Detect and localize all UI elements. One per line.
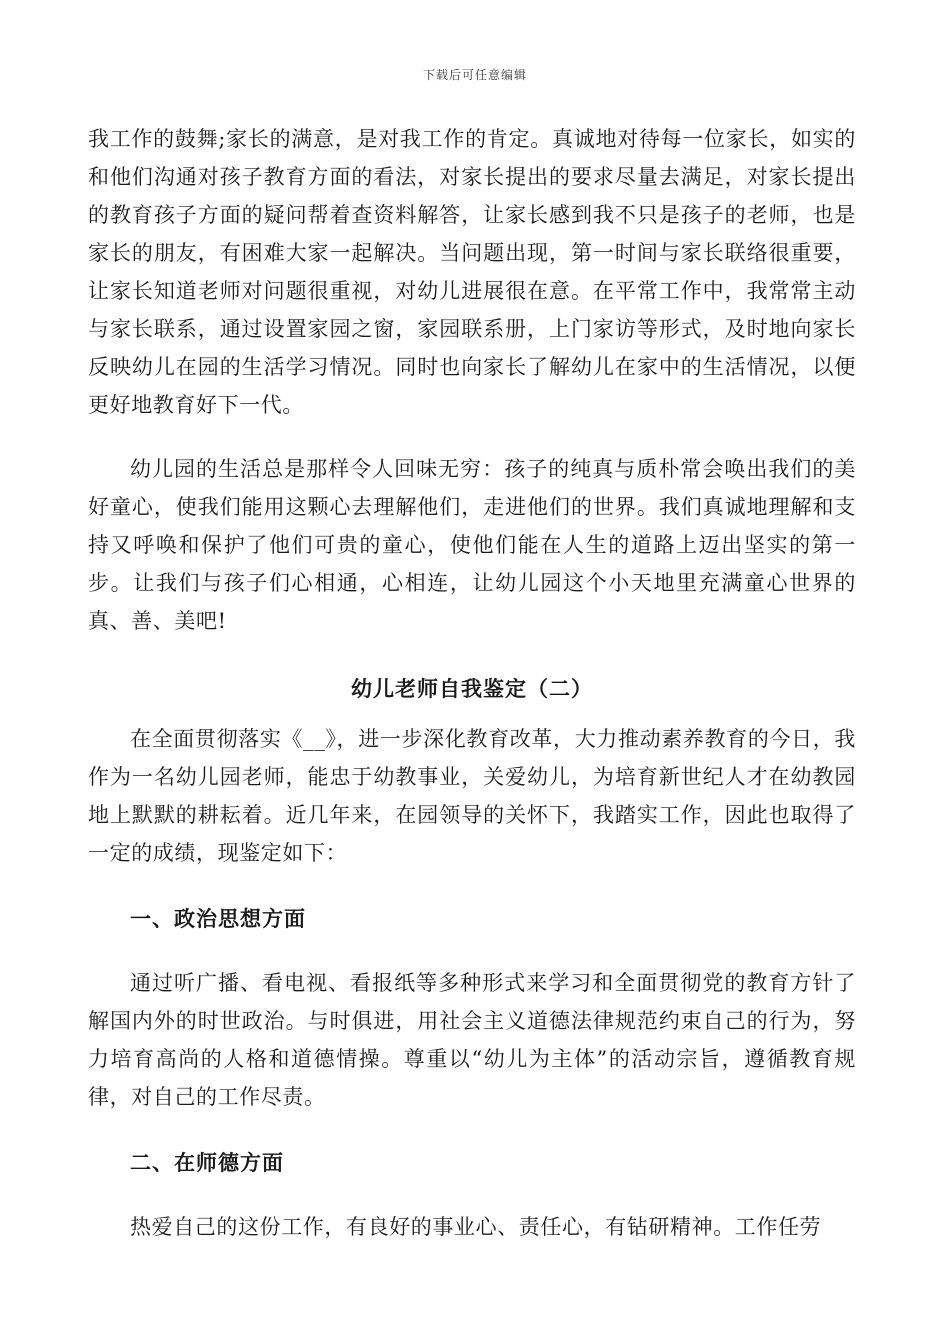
paragraph-continued: 我工作的鼓舞;家长的满意，是对我工作的肯定。真诚地对待每一位家长，如实的和他们沟通对孩子教育方面的看法，对家长提出的要求尽量去满足，对家长提出的教育孩子方面的疑问帮着查资料解答，让家长感到我不只是孩子的老师，也是家长的朋友，有困难大家一起解决。当问题出现，第一时间与家长联络很重要，让家长知道老师对问题很重视，对幼儿进展很在意。在平常工作中，我常常主动与家长联系，通过设置家园之窗，家园联系册，上门家访等形式，及时地向家长反映幼儿在园的生活学习情况。同时也向家长了解幼儿在家中的生活情况，以便更好地教育好下一代。	[88, 127, 856, 417]
paragraph-ethics: 热爱自己的这份工作，有良好的事业心、责任心，有钻研精神。工作任劳	[130, 1215, 822, 1239]
paragraph-kindergarten-life: 幼儿园的生活总是那样令人回味无穷：孩子的纯真与质朴常会唤出我们的美好童心，使我们能用这颗心去理解他们，走进他们的世界。我们真诚地理解和支持又呼唤和保护了他们可贵的童心，使他们能在人生的道路上迈出坚实的第一步。让我们与孩子们心相通，心相连，让幼儿园这个小天地里充满童心世界的真、善、美吧!	[88, 457, 856, 633]
paragraph-political: 通过听广播、看电视、看报纸等多种形式来学习和全面贯彻党的教育方针了解国内外的时世政治。与时俱进，用社会主义道德法律规范约束自己的行为，努力培育高尚的人格和道德情操。尊重以“幼儿为主体”的活动宗旨，遵循教育规律，对自己的工作尽责。	[88, 971, 856, 1109]
page-header: 下载后可任意编辑	[422, 68, 527, 82]
document-body	[88, 120, 856, 1246]
subheading-ethics: 二、在师德方面	[130, 1151, 284, 1175]
subheading-political: 一、政治思想方面	[130, 907, 306, 931]
section-title: 幼儿老师自我鉴定（二）	[351, 677, 593, 701]
paragraph-intro: 在全面贯彻落实《__》，进一步深化教育改革，大力推动素养教育的今日，我作为一名幼儿园老师，能忠于幼教事业，关爱幼儿，为培育新世纪人才在幼教园地上默默的耕耘着。近几年来，在园领导的关怀下，我踏实工作，因此也取得了一定的成绩，现鉴定如下：	[88, 727, 856, 865]
